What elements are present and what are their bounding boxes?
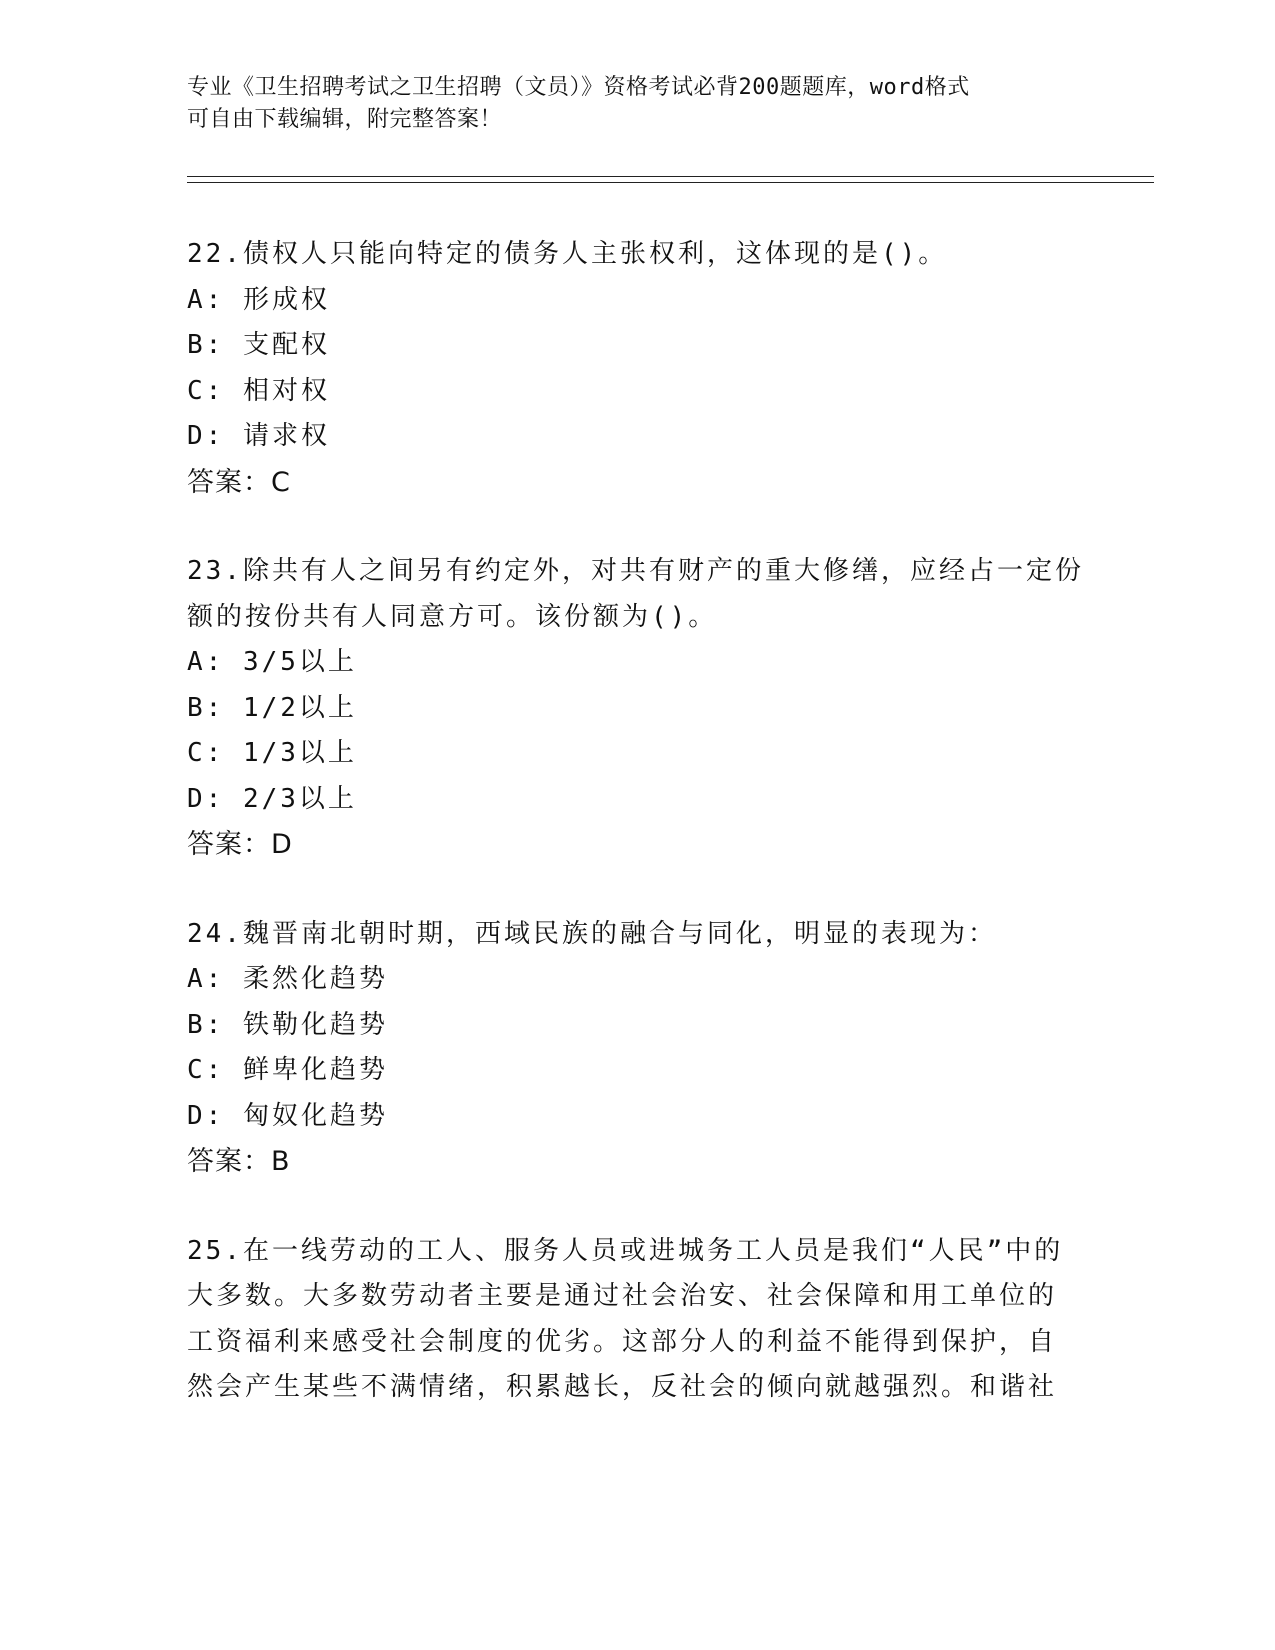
option-a: A: 柔然化趋势 bbox=[187, 964, 388, 994]
question-list bbox=[187, 232, 1087, 1455]
question-text: 额的按份共有人同意方可。该份额为()。 bbox=[187, 601, 718, 632]
question-text: 大多数。大多数劳动者主要是通过社会治安、社会保障和用工单位的 bbox=[187, 1281, 1058, 1311]
option-b: B: 1/2以上 bbox=[187, 692, 357, 723]
option-c: C: 鲜卑化趋势 bbox=[187, 1055, 388, 1085]
answer-label: 答案：D bbox=[187, 829, 293, 860]
option-d: D: 2/3以上 bbox=[187, 783, 357, 814]
option-d: D: 匈奴化趋势 bbox=[187, 1100, 388, 1131]
question-text: 25.在一线劳动的工人、服务人员或进城务工人员是我们“人民”中的 bbox=[187, 1235, 1064, 1266]
question-text: 工资福利来感受社会制度的优劣。这部分人的利益不能得到保护，自 bbox=[187, 1326, 1058, 1357]
option-a: A: 3/5以上 bbox=[187, 647, 357, 677]
header-divider-bottom bbox=[187, 182, 1154, 183]
option-c: C: 相对权 bbox=[187, 375, 330, 406]
option-a: A: 形成权 bbox=[187, 284, 330, 315]
header-divider-top bbox=[187, 176, 1154, 177]
option-d: D: 请求权 bbox=[187, 421, 330, 451]
option-b: B: 铁勒化趋势 bbox=[187, 1009, 388, 1040]
header-line-2: 可自由下载编辑，附完整答案！ bbox=[187, 107, 503, 132]
answer-label: 答案：B bbox=[187, 1146, 291, 1177]
question-text: 24.魏晋南北朝时期，西域民族的融合与同化，明显的表现为： bbox=[187, 918, 997, 949]
question-22 bbox=[187, 232, 1087, 505]
question-text: 22.债权人只能向特定的债务人主张权利，这体现的是()。 bbox=[187, 239, 948, 269]
option-c: C: 1/3以上 bbox=[187, 738, 357, 768]
question-25 bbox=[187, 1229, 1087, 1411]
question-text: 然会产生某些不满情绪，积累越长，反社会的倾向就越强烈。和谐社 bbox=[187, 1372, 1058, 1402]
question-23 bbox=[187, 549, 1087, 868]
header-line-1: 专业《卫生招聘考试之卫生招聘（文员）》资格考试必背200题题库，word格式 bbox=[187, 75, 970, 100]
question-24 bbox=[187, 912, 1087, 1185]
document-header bbox=[187, 72, 1087, 136]
question-text: 23.除共有人之间另有约定外，对共有财产的重大修缮，应经占一定份 bbox=[187, 556, 1084, 586]
answer-label: 答案：C bbox=[187, 466, 291, 498]
option-b: B: 支配权 bbox=[187, 330, 330, 360]
